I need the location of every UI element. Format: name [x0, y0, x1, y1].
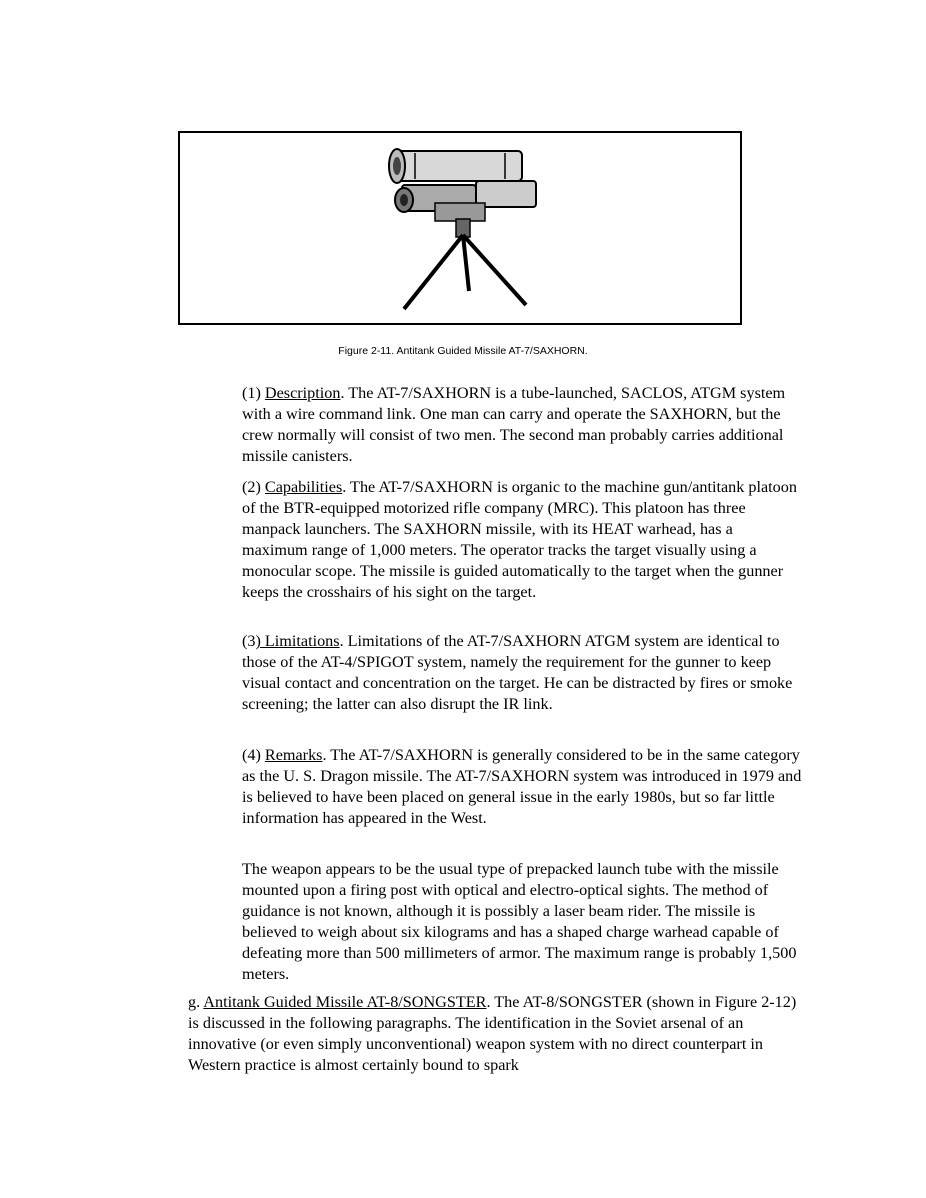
paragraph-description: (1) Description. The AT-7/SAXHORN is a tube-launched, SACLOS, ATGM system with a wire command link. One man can carry and operate the SAXHORN, but the crew normally will consist of two men. The second man probably carries additional missile canisters. [242, 384, 786, 465]
heading-remarks: Remarks [264, 746, 323, 764]
heading-capabilities: Capabilities [264, 478, 343, 496]
heading-section-g: Antitank Guided Missile AT-8/SONGSTER [203, 993, 487, 1011]
heading-limitations: ) Limitations [255, 632, 340, 650]
heading-description: Description [264, 384, 341, 402]
paragraph-remarks: (4) Remarks. The AT-7/SAXHORN is generally considered to be in the same category as the U. S. Dragon missile. The AT-7/SAXHORN system was introduced in 1979 and is believed to have been placed on general issue in the early 1980s, but so far little information has appeared in the West. [242, 746, 802, 827]
figure-frame [178, 131, 742, 325]
saxhorn-launcher-illustration [180, 133, 740, 323]
figure-caption: Figure 2-11. Antitank Guided Missile AT-7/SAXHORN. [338, 345, 588, 357]
paragraph-capabilities: (2) Capabilities. The AT-7/SAXHORN is organic to the machine gun/antitank platoon of the BTR-equipped motorized rifle company (MRC). This platoon has three manpack launchers. The SAXHORN missile, with its HEAT warhead, has a maximum range of 1,000 meters. The operator tracks the target visually using a monocular scope. The missile is guided automatically to the target when the gunner keeps the crosshairs of his sight on the target. [242, 478, 797, 601]
paragraph-weapon-description: The weapon appears to be the usual type of prepacked launch tube with the missile mounted upon a firing post with optical and electro-optical sights. The method of guidance is not known, although it is possibly a laser beam rider. The missile is believed to weigh about six kilograms and has a shaped charge warhead capable of defeating more than 500 millimeters of armor. The maximum range is probably 1,500 meters. [242, 860, 797, 983]
paragraph-limitations: (3) Limitations. Limitations of the AT-7/SAXHORN ATGM system are identical to those of the AT-4/SPIGOT system, namely the requirement for the gunner to keep visual contact and concentration on the target. He can be distracted by fires or smoke screening; the latter can also disrupt the IR link. [242, 632, 793, 713]
section-g-paragraph: g. Antitank Guided Missile AT-8/SONGSTER. The AT-8/SONGSTER (shown in Figure 2-12) is discussed in the following paragraphs. The identification in the Soviet arsenal of an innovative (or even simply unconventional) weapon system with no direct counterpart in Western practice is almost certainly bound to spark [188, 993, 797, 1074]
